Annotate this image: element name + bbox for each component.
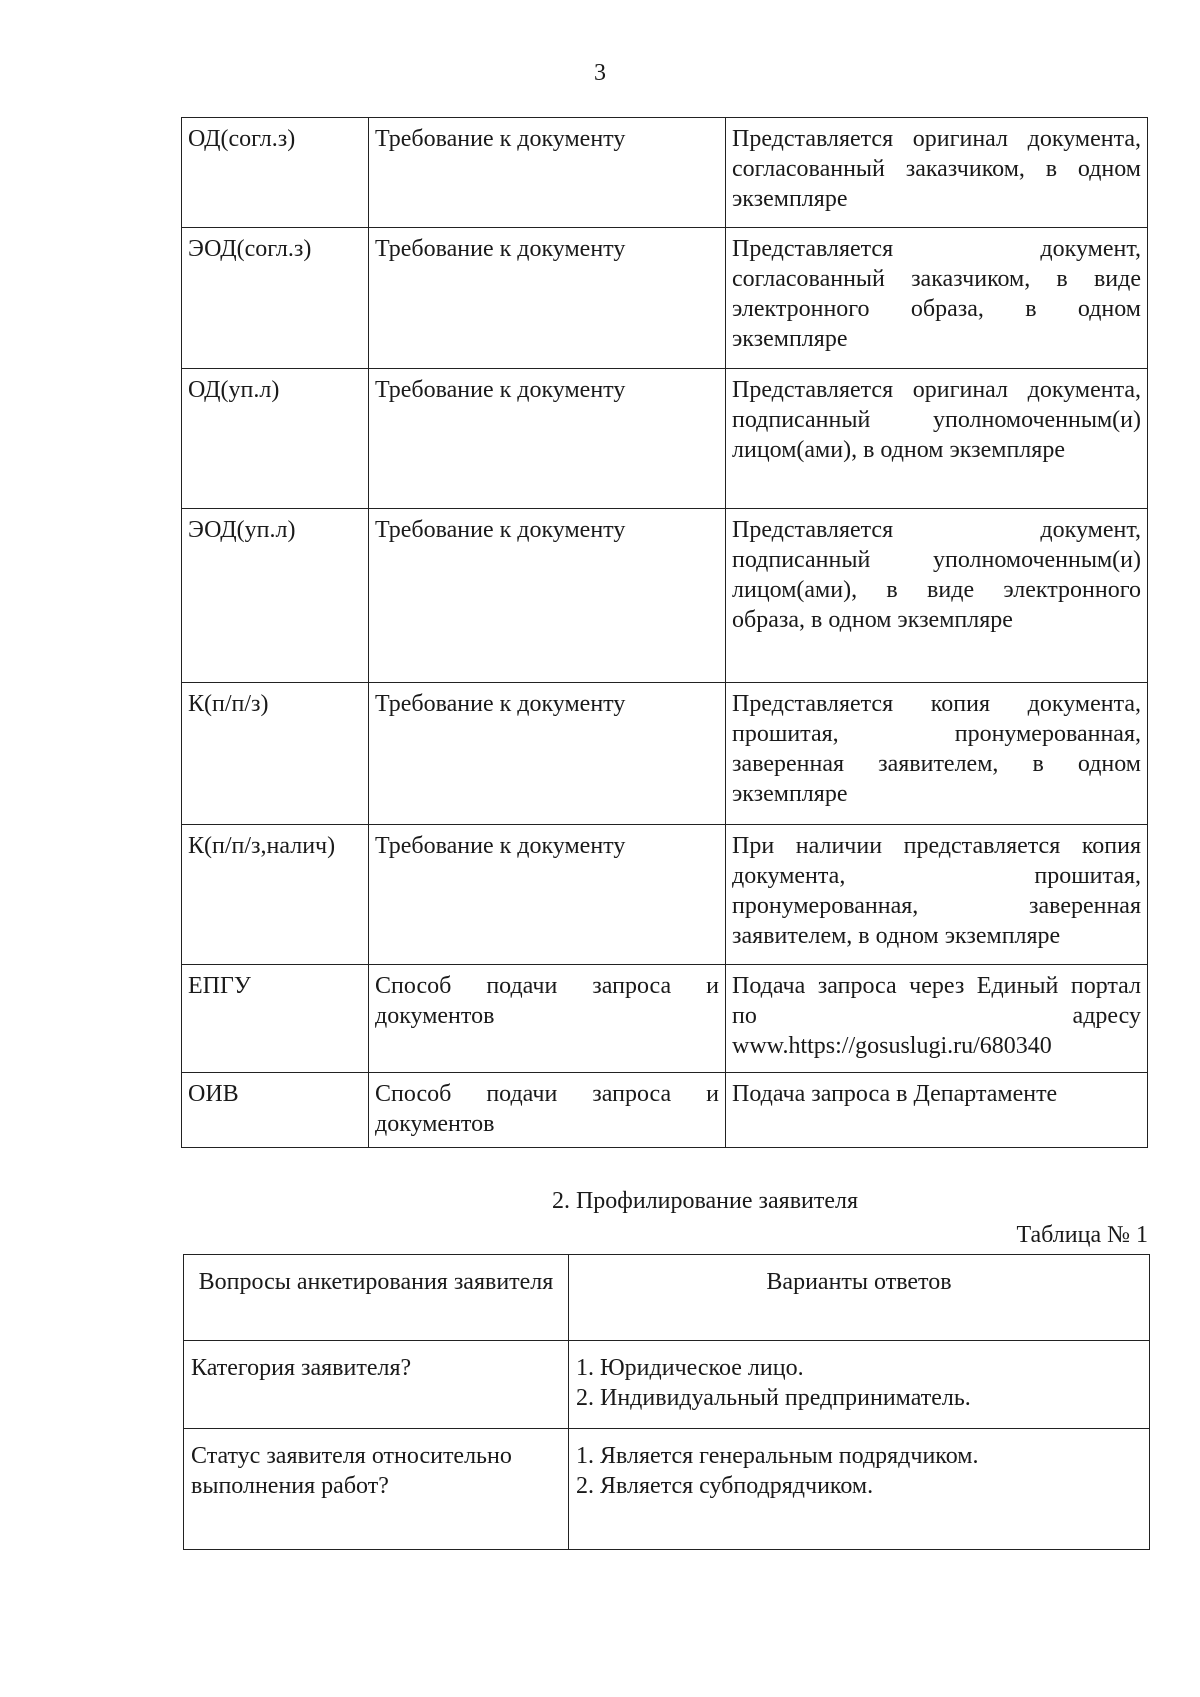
table-row (182, 1073, 1148, 1148)
table-header-row (184, 1255, 1150, 1341)
description-cell: Представляется оригинал документа, подписанный уполномоченным(и) лицом(ами), в одном экземпляре (726, 369, 1148, 509)
answers-cell (569, 1429, 1150, 1550)
requirement-type-cell: Способ подачи запроса и документов (369, 965, 726, 1073)
code-cell: ОИВ (182, 1073, 369, 1148)
description-cell: Представляется документ, согласованный заказчиком, в виде электронного образа, в одном экземпляре (726, 228, 1148, 369)
section-heading: 2. Профилирование заявителя (551, 1188, 859, 1214)
description-cell: Представляется оригинал документа, согласованный заказчиком, в одном экземпляре (726, 118, 1148, 228)
table-caption: Таблица № 1 (1016, 1222, 1148, 1248)
requirement-type-cell: Требование к документу (369, 118, 726, 228)
answer-option: 2. Индивидуальный предприниматель. (576, 1385, 971, 1411)
answers-cell (569, 1341, 1150, 1429)
code-cell: К(п/п/з,налич) (182, 825, 369, 965)
table-row (184, 1341, 1150, 1429)
requirement-type-cell: Способ подачи запроса и документов (369, 1073, 726, 1148)
answer-option: 1. Юридическое лицо. (576, 1355, 804, 1381)
question-cell: Статус заявителя относительно выполнения работ? (184, 1429, 569, 1550)
code-cell: ОД(уп.л) (182, 369, 369, 509)
requirement-type-cell: Требование к документу (369, 825, 726, 965)
code-cell: ЭОД(согл.з) (182, 228, 369, 369)
codes-table (181, 117, 1148, 1148)
code-cell: ЭОД(уп.л) (182, 509, 369, 683)
requirement-type-cell: Требование к документу (369, 369, 726, 509)
profile-table (183, 1254, 1150, 1550)
description-cell: При наличии представляется копия документа, прошитая, пронумерованная, заверенная заявителем, в одном экземпляре (726, 825, 1148, 965)
requirement-type-cell: Требование к документу (369, 228, 726, 369)
questions-header: Вопросы анкетирования заявителя (184, 1255, 569, 1341)
question-cell: Категория заявителя? (184, 1341, 569, 1429)
table-row (182, 228, 1148, 369)
code-cell: ОД(согл.з) (182, 118, 369, 228)
page-number: 3 (594, 60, 606, 86)
table-row (184, 1429, 1150, 1550)
description-cell: Подача запроса через Единый портал по адресу www.https://gosuslugi.ru/680340 (726, 965, 1148, 1073)
answer-option: 2. Является субподрядчиком. (576, 1473, 874, 1499)
table-row (182, 369, 1148, 509)
table-row (182, 965, 1148, 1073)
table-row (182, 683, 1148, 825)
requirement-type-cell: Требование к документу (369, 509, 726, 683)
description-cell: Представляется документ, подписанный уполномоченным(и) лицом(ами), в виде электронного образа, в одном экземпляре (726, 509, 1148, 683)
table-row (182, 509, 1148, 683)
requirement-type-cell: Требование к документу (369, 683, 726, 825)
table-row (182, 825, 1148, 965)
answer-option: 1. Является генеральным подрядчиком. (576, 1443, 979, 1469)
answers-header: Варианты ответов (569, 1255, 1150, 1341)
code-cell: ЕПГУ (182, 965, 369, 1073)
description-cell: Представляется копия документа, прошитая, пронумерованная, заверенная заявителем, в одном экземпляре (726, 683, 1148, 825)
description-cell: Подача запроса в Департаменте (726, 1073, 1148, 1148)
code-cell: К(п/п/з) (182, 683, 369, 825)
table-row (182, 118, 1148, 228)
